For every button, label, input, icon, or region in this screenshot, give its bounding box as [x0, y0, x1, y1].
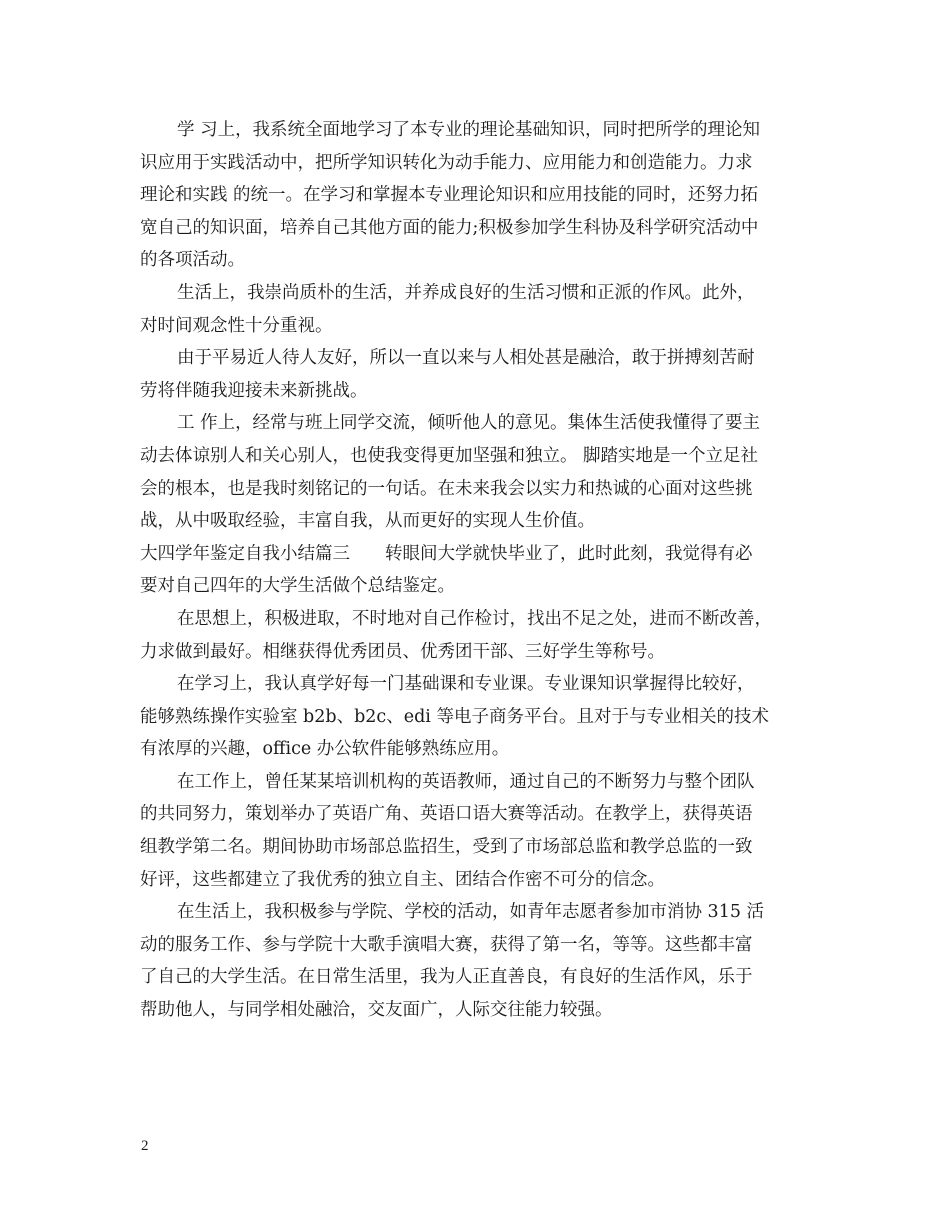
- text-line: 了自己的大学生活。在日常生活里，我为人正直善良，有良好的生活作风，乐于: [140, 967, 753, 988]
- text-line: 组教学第二名。期间协助市场部总监招生，受到了市场部总监和教学总监的一致: [140, 837, 753, 858]
- text-line: 帮助他人，与同学相处融洽，交友面广，人际交往能力较强。: [140, 1000, 613, 1021]
- text-line: 在思想上，积极进取，不时地对自己作检讨，找出不足之处，进而不断改善，: [177, 608, 772, 629]
- text-line: 动的服务工作、参与学院十大歌手演唱大赛，获得了第一名，等等。这些都丰富: [140, 934, 753, 955]
- text-line: 识应用于实践活动中，把所学知识转化为动手能力、应用能力和创造能力。力求: [140, 152, 753, 173]
- text-line: 好评，这些都建立了我优秀的独立自主、团结合作密不可分的信念。: [140, 869, 665, 890]
- text-line: 劳将伴随我迎接未来新挑战。: [140, 380, 368, 401]
- text-line: 力求做到最好。相继获得优秀团员、优秀团干部、三好学生等称号。: [140, 641, 665, 662]
- text-line: 的各项活动。: [140, 250, 245, 271]
- text-line: 宽自己的知识面，培养自己其他方面的能力;积极参加学生科协及科学研究活动中: [140, 217, 759, 238]
- text-line: 学 习上，我系统全面地学习了本专业的理论基础知识，同时把所学的理论知: [177, 120, 761, 140]
- text-line: 理论和实践 的统一。在学习和掌握本专业理论知识和应用技能的同时，还努力拓: [140, 185, 759, 206]
- text-line: 战，从中吸取经验，丰富自我，从而更好的实现人生价值。: [140, 511, 595, 532]
- text-line: 要对自己四年的大学生活做个总结鉴定。: [140, 576, 455, 597]
- text-line: 生活上，我崇尚质朴的生活，并养成良好的生活习惯和正派的作风。此外，: [177, 282, 755, 303]
- text-line: 工 作上，经常与班上同学交流，倾听他人的意见。集体生活使我懂得了要主: [177, 413, 761, 434]
- text-line: 能够熟练操作实验室 b2b、b2c、edi 等电子商务平台。且对于与专业相关的技术: [140, 706, 769, 727]
- text-line: 在生活上，我积极参与学院、学校的活动，如青年志愿者参加市消协 315 活: [177, 902, 765, 923]
- text-line: 动去体谅别人和关心别人，也使我变得更加坚强和独立。 脚踏实地是一个立足社: [140, 445, 759, 466]
- text-line: 在工作上，曾任某某培训机构的英语教师，通过自己的不断努力与整个团队: [177, 771, 755, 792]
- text-line: 有浓厚的兴趣，office 办公软件能够熟练应用。: [140, 739, 510, 760]
- text-line: 由于平易近人待人友好，所以一直以来与人相处甚是融洽，敢于拼搏刻苦耐: [177, 348, 755, 369]
- text-line: 的共同努力，策划举办了英语广角、英语口语大赛等活动。在教学上，获得英语: [140, 804, 753, 825]
- section-heading-line: 大四学年鉴定自我小结篇三 转眼间大学就快毕业了，此时此刻，我觉得有必: [140, 543, 753, 564]
- page-number: 2: [141, 1138, 149, 1154]
- text-line: 在学习上，我认真学好每一门基础课和专业课。专业课知识掌握得比较好，: [177, 674, 755, 695]
- text-line: 对时间观念性十分重视。: [140, 315, 333, 336]
- text-line: 会的根本，也是我时刻铭记的一句话。在未来我会以实力和热诚的心面对这些挑: [140, 478, 753, 499]
- document-body: [140, 114, 810, 1027]
